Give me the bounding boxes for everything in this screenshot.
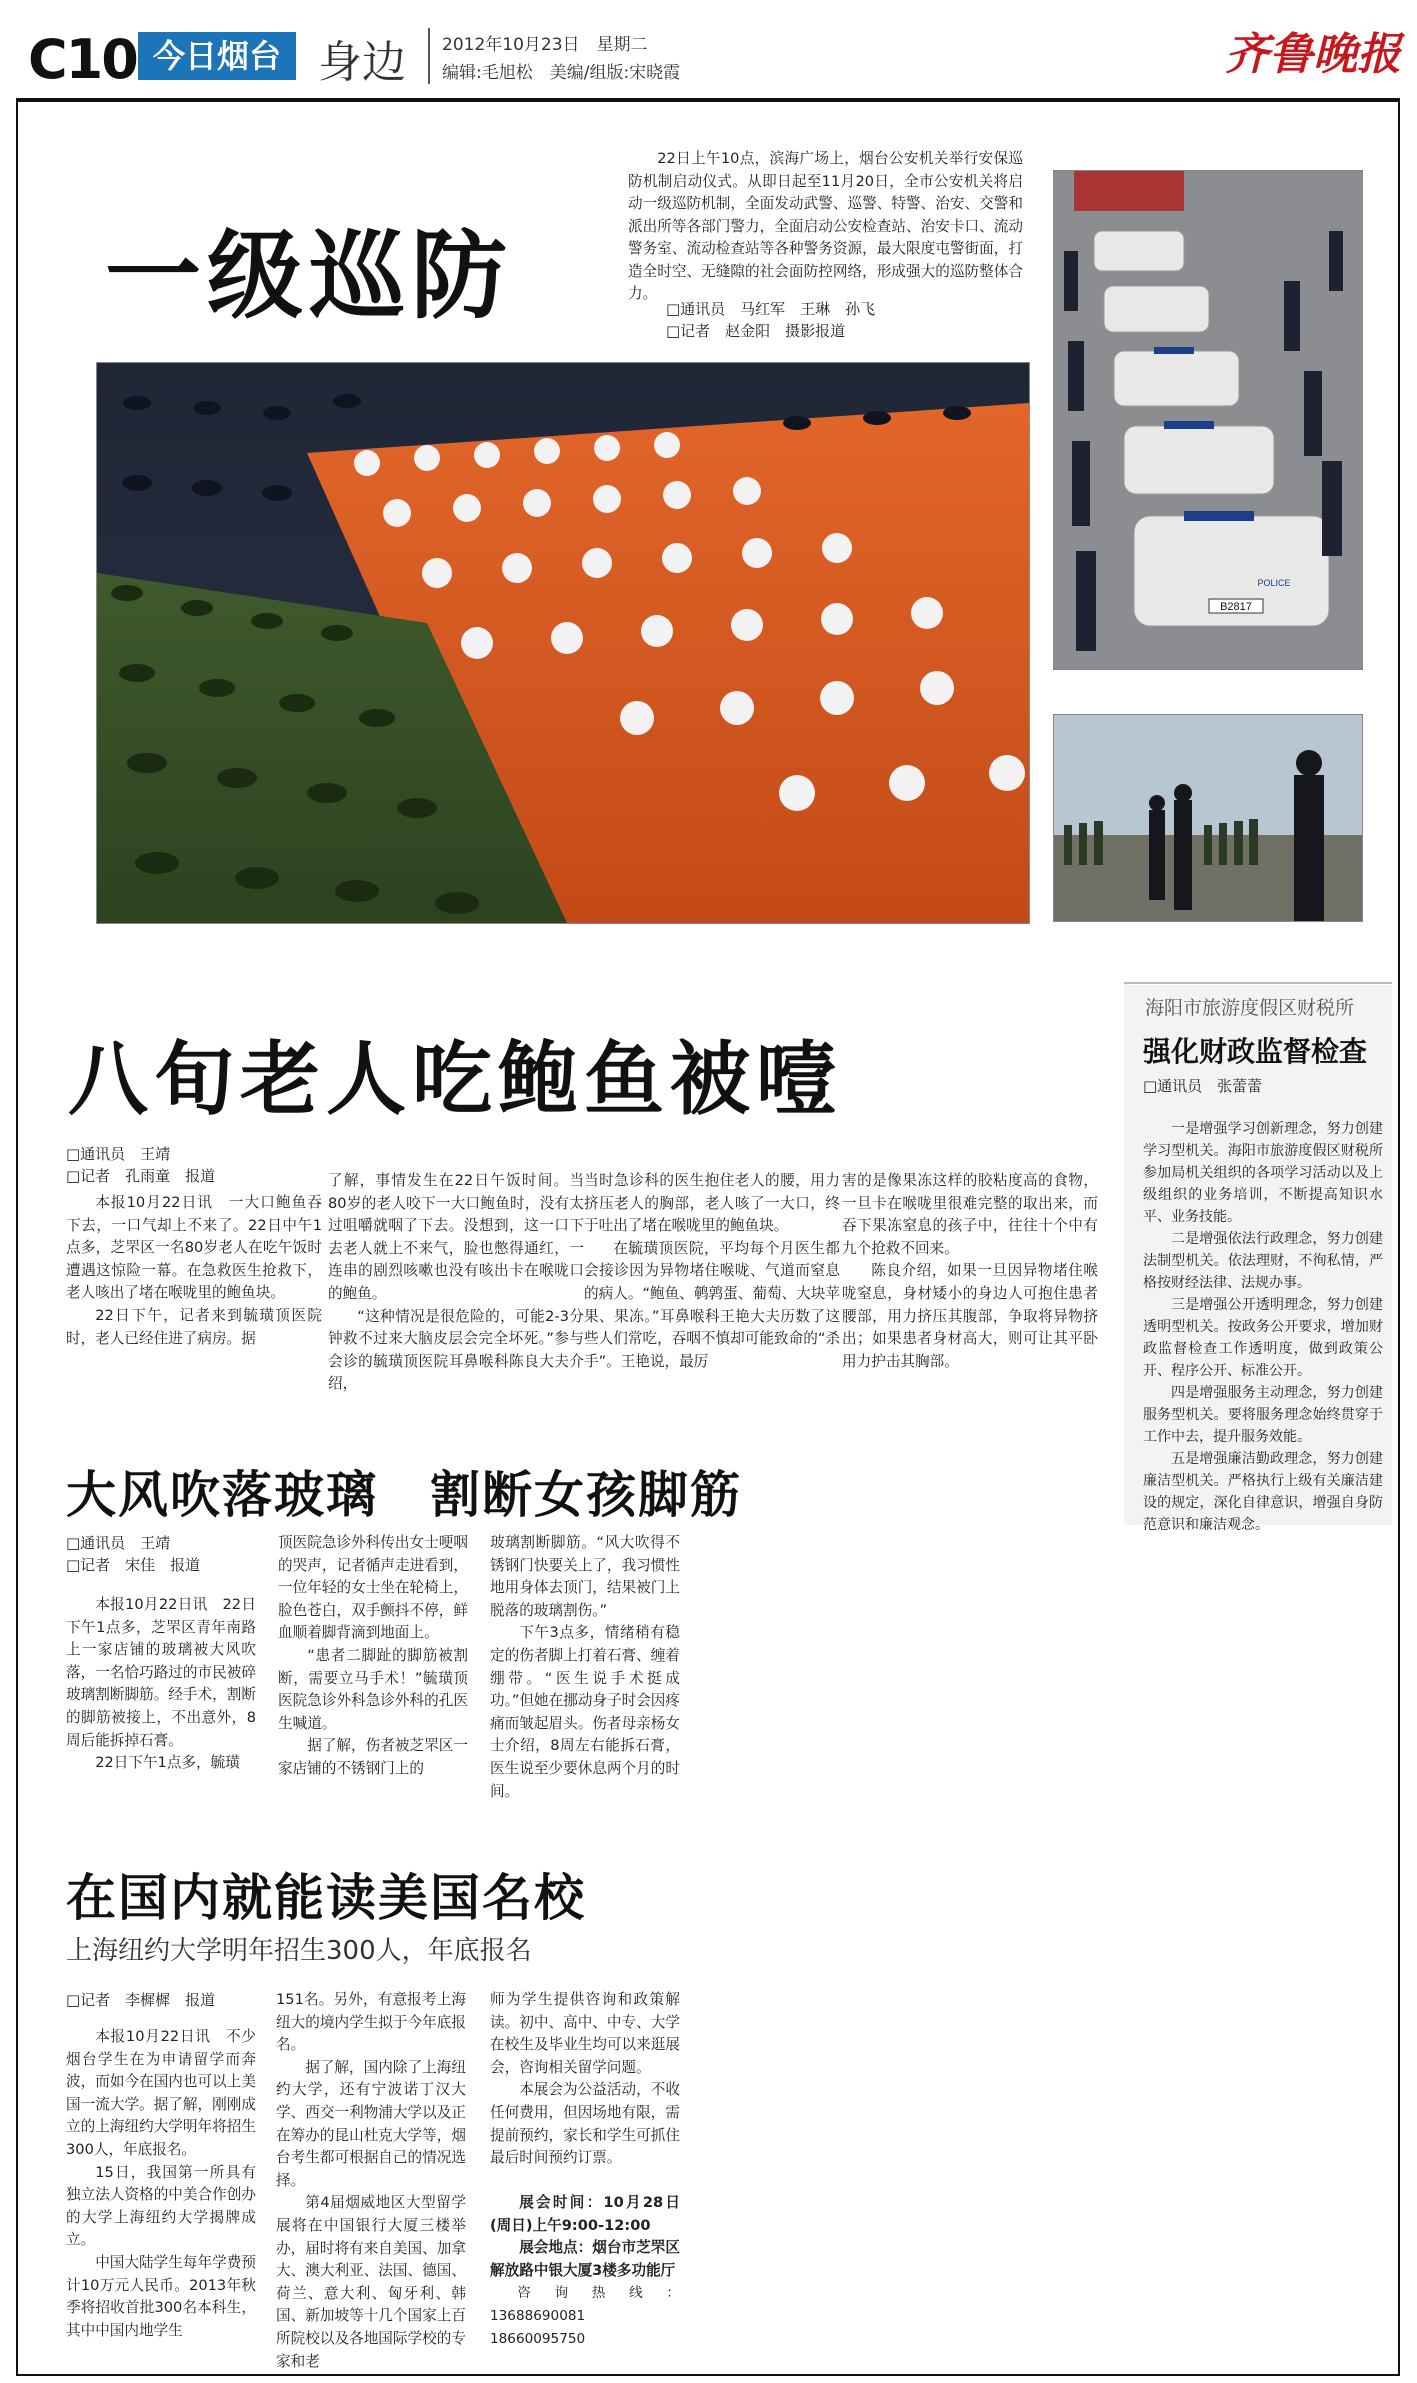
article1-body (628, 148, 1023, 306)
article2-c4-p2: 陈良介绍，如果一旦因异物堵住喉咙窒息，身材矮小的身边人可抱住患者腰部，用力挤压其腹部，争取将异物挤出；如果患者身材高大，则可让其平卧用力护击其胸部。 (842, 1262, 1098, 1370)
sidebar-paragraph-5: 五是增强廉洁勤政理念，努力创建廉洁型机关。严格执行上级有关廉洁建设的规定，深化自律意识，增强自身防范意识和廉洁观念。 (1143, 1451, 1383, 1533)
article3-headline: 大风吹落玻璃 割断女孩脚筋 (66, 1466, 742, 1524)
article2-col-3 (584, 1170, 840, 1373)
formation-graphic (97, 363, 1029, 923)
article3-c2-p3: 据了解，伤者被芝罘区一家店铺的不锈钢门上的 (278, 1737, 468, 1777)
sidebar-paragraph-1: 一是增强学习创新理念，努力创建学习型机关。海阳市旅游度假区财税所参加局机关组织的各项学习活动以及上级组织的业务培训，不断提高知识水平、业务技能。 (1143, 1121, 1383, 1225)
editor-line: 编辑:毛旭松 美编/组版:宋晓霞 (442, 63, 681, 83)
article3-c2-p2: “患者二脚趾的脚筋被割断，需要立马手术！”毓璜顶医院急诊外科急诊外科的孔医生喊道。 (278, 1646, 468, 1732)
section-name: 身边 (318, 37, 406, 88)
article4-credit: □记者 李樨樨 报道 (66, 1991, 216, 2009)
car-label: POLICE (1257, 578, 1291, 588)
article1-credit-1: □通讯员 马红军 王琳 孙飞 (666, 300, 876, 318)
article4-col-1 (66, 2026, 256, 2342)
car-plate: B2817 (1220, 601, 1252, 613)
article2-c2-p1: 了解，事情发生在22日午饭时间。当80岁的老人咬下一大口鲍鱼时，没有太过咀嚼就咽了下去。没想到，这一口下去老人就上不来气，脸也憋得通红，一连串的剧烈咳嗽也没有咳出卡在喉咙口的鲍鱼。 (328, 1172, 584, 1302)
article4-expo-info (490, 2192, 680, 2350)
article4-c2-p2: 据了解，国内除了上海纽约大学，还有宁波诺丁汉大学、西交一利物浦大学以及正在筹办的昆山杜克大学等，烟台考生都可根据自己的情况选择。 (276, 2058, 466, 2189)
special-police-graphic (1054, 715, 1362, 921)
article4-c1-p3: 中国大陆学生每年学费预计10万元人民币。2013年秋季将招收首批300名本科生，其中中国内地学生 (66, 2253, 256, 2339)
sidebar-credit: □通讯员 张蕾蕾 (1143, 1077, 1263, 1095)
article2-c1-p1: 本报10月22日讯 一大口鲍鱼吞下去，一口气却上不来了。22日中午1点多，芝罘区一名80岁老人在吃午饭时遭遇这惊险一幕。在急救医生抢救下，老人咳出了堵在喉咙里的鲍鱼块。 (66, 1194, 322, 1302)
police-cars-photo (1053, 170, 1363, 670)
article4-headline: 在国内就能读美国名校 (66, 1869, 586, 1927)
article3-c3-p2: 下午3点多，情绪稍有稳定的伤者脚上打着石膏、缠着绷带。“医生说手术挺成功。”但她在挪动身子时会因疼痛而皱起眉头。伤者母亲杨女士介绍，8周左右能拆石膏，医生说至少要休息两个月的时间。 (490, 1624, 680, 1800)
sidebar-paragraph-4: 四是增强服务主动理念，努力创建服务型机关。要将服务理念始终贯穿于工作中去，提升服务效能。 (1143, 1385, 1383, 1445)
article2-col-4 (842, 1170, 1098, 1373)
article4-c3-p1: 师为学生提供咨询和政策解读。初中、高中、中专、大学在校生及毕业生均可以来逛展会，咨询相关留学问题。 (490, 1991, 680, 2076)
article3-c2-p1: 顶医院急诊外科传出女士哽咽的哭声，记者循声走进看到，一位年轻的女士坐在轮椅上，脸色苍白，双手颤抖不停，鲜血顺着脚背滴到地面上。 (278, 1534, 468, 1642)
sidebar-subtitle: 海阳市旅游度假区财税所 (1145, 997, 1355, 1019)
police-cars-graphic (1054, 171, 1362, 669)
section-tag: 今日烟台 (138, 32, 296, 80)
article4-c2-p1: 151名。另外，有意报考上海纽大的境内学生拟于今年底报名。 (276, 1991, 466, 2054)
article2-credit-2: □记者 孔雨童 报道 (66, 1167, 216, 1185)
main-formation-photo (96, 362, 1030, 924)
article1-paragraph: 22日上午10点，滨海广场上，烟台公安机关举行安保巡防机制启动仪式。从即日起至11月20日，全市公安机关将启动一级巡防机制，全面发动武警、巡警、特警、治安、交警和派出所等各部门警力，全面启动公安检查站、治安卡口、流动警务室、流动检查站等各种警务资源，最大限度屯警街面，打造全时空、无缝隙的社会面防控网络，形成强大的巡防整体合力。 (628, 150, 1023, 302)
header-divider (428, 28, 430, 84)
sidebar-headline: 强化财政监督检查 (1143, 1035, 1368, 1068)
article2-credit-1: □通讯员 王靖 (66, 1145, 171, 1163)
frame-left-rule (16, 98, 18, 2376)
article4-subheadline: 上海纽约大学明年招生300人，年底报名 (66, 1936, 532, 1966)
article3-credit-1: □通讯员 王靖 (66, 1534, 171, 1552)
article2-c3-p1: 当时急诊科的医生抱住老人的腰，用力挤压老人的胸部，老人咳了一大口，终于吐出了堵在喉咙里的鲍鱼块。 (584, 1172, 840, 1235)
article2-col-1 (66, 1192, 322, 1350)
article1-headline: 一级巡防 (105, 220, 513, 332)
article3-c1-p1: 本报10月22日讯 22日下午1点多，芝罘区青年南路上一家店铺的玻璃被大风吹落，一名恰巧路过的市民被碎玻璃割断脚筋。经手术，割断的脚筋被接上，不出意外，8周后能拆掉石膏。 (66, 1596, 256, 1749)
article2-col-2 (328, 1170, 584, 1396)
article4-col-2 (276, 1989, 466, 2373)
article4-expo-hotline: 咨询热线：13688690081 18660095750 (490, 2285, 680, 2347)
article2-c1-p2: 22日下午，记者来到毓璜顶医院时，老人已经住进了病房。据 (66, 1306, 322, 1347)
date-line: 2012年10月23日 星期二 (442, 35, 648, 55)
article4-c1-p2: 15日，我国第一所具有独立法人资格的中美合作创办的大学上海纽约大学揭牌成立。 (66, 2163, 256, 2249)
article2-headline: 八旬老人吃鲍鱼被噎 (68, 1033, 842, 1126)
frame-bottom-rule (16, 2374, 1400, 2376)
article1-credit-2: □记者 赵金阳 摄影报道 (666, 322, 846, 340)
article4-c2-p3: 第4届烟威地区大型留学展将在中国银行大厦三楼举办，届时将有来自美国、加拿大、澳大利亚、法国、德国、荷兰、意大利、匈牙利、韩国、新加坡等十几个国家上百所院校以及各地国际学校的专家和老 (276, 2194, 466, 2370)
article2-c2-p2: “这种情况是很危险的，可能2-3分钟救不过来大脑皮层会完全坏死。”参与会诊的毓璜顶医院耳鼻喉科陈良大夫介绍， (328, 1307, 584, 1393)
sidebar-paragraph-2: 二是增强依法行政理念，努力创建法制型机关。依法理财，不徇私情，严格按财经法律、法规办事。 (1143, 1231, 1383, 1291)
sidebar-paragraph-3: 三是增强公开透明理念，努力创建透明型机关。按政务公开要求，增加财政监督检查工作透明度，做到政策公开、程序公开、标准公开。 (1143, 1297, 1383, 1379)
article3-c1-p2: 22日下午1点多，毓璜 (95, 1754, 240, 1772)
sidebar-body (1143, 1118, 1383, 1536)
sidebar-top-rule (1124, 982, 1392, 984)
special-police-photo (1053, 714, 1363, 922)
frame-top-rule (16, 98, 1400, 102)
article4-col-3 (490, 1989, 680, 2170)
article4-c3-p2: 本展会为公益活动，不收任何费用，但因场地有限，需提前预约，家长和学生可抓住最后时间预约订票。 (490, 2081, 680, 2167)
masthead-logo: 齐鲁晚报 (1225, 29, 1401, 80)
article3-col-1 (66, 1594, 256, 1775)
article4-c1-p1: 本报10月22日讯 不少烟台学生在为申请留学而奔波，而如今在国内也可以上美国一流大学。据了解，刚刚成立的上海纽约大学明年将招生300人，年底报名。 (66, 2028, 256, 2158)
article4-expo-place: 展会地点：烟台市芝罘区解放路中银大厦3楼多功能厅 (490, 2239, 680, 2279)
page-number: C10 (28, 28, 137, 91)
article3-credit-2: □记者 宋佳 报道 (66, 1556, 201, 1574)
article2-c4-p1: 害的是像果冻这样的胶粘度高的食物，一旦卡在喉咙里很难完整的取出来，而吞下果冻窒息的孩子中，往往十个中有九个抢救不回来。 (842, 1172, 1098, 1257)
article4-expo-time: 展会时间：10月28日(周日)上午9:00-12:00 (490, 2194, 680, 2234)
article3-c3-p1: 玻璃割断脚筋。“风大吹得不锈钢门快要关上了，我习惯性地用身体去顶门，结果被门上脱落的玻璃割伤。” (490, 1534, 680, 1619)
frame-right-rule (1398, 98, 1400, 2376)
article3-col-3 (490, 1532, 680, 1803)
article2-c3-p2: 在毓璜顶医院，平均每个月医生都会接诊因为异物堵住喉咙、气道而窒息的病人。“鲍鱼、鹌鹑蛋、葡萄、大块苹果、果冻。”耳鼻喉科王艳大夫历数了这些人们常吃，吞咽不慎却可能致命的“杀手”。王艳说，最厉 (584, 1239, 840, 1370)
article3-col-2 (278, 1532, 468, 1781)
